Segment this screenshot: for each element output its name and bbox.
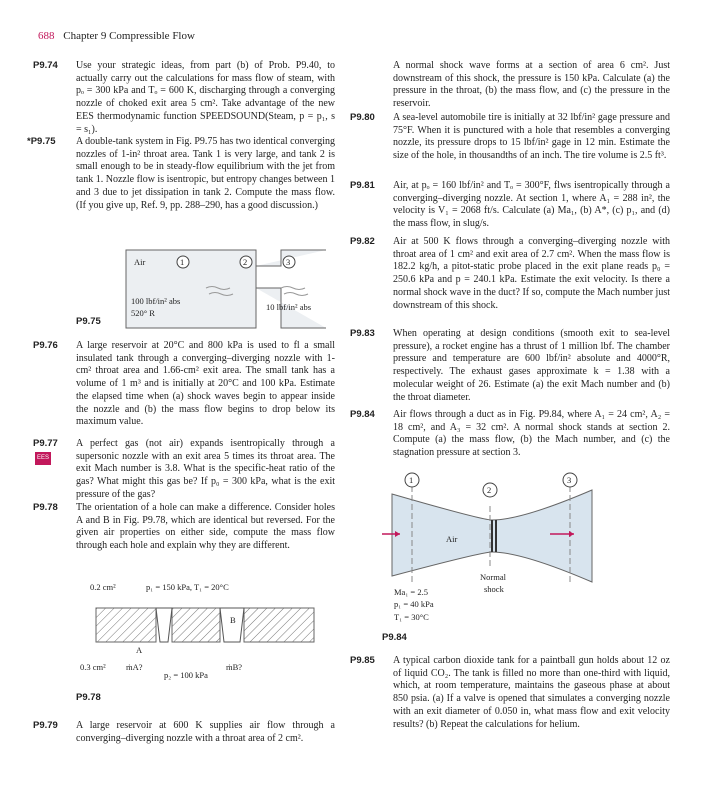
problem-p9-78 — [33, 502, 335, 553]
fig978-mass-a: ṁA? — [126, 662, 143, 672]
fig975-station-3: 3 — [286, 257, 291, 267]
fig975-station-1: 1 — [180, 257, 185, 267]
page-number: 688 — [38, 30, 55, 42]
problem-text: When operating at design conditions (smooth exit to sea-level pressure), a rocket engine has a thrust of 1 million lbf. The chamber pressure and temperature are 600 lbf/in² absolute and 4000°R, respectively. The exhaust gases approximate k = 1.38 with a molecular weight of 26. Estimate (a) the exit Mach number and (b) the throat diameter. — [393, 328, 670, 403]
problem-number: P9.77 — [33, 438, 58, 449]
fig975-p-left: 100 lbf/in² abs — [131, 296, 181, 306]
figure-p9-75 — [76, 248, 336, 333]
problem-p9-82 — [350, 236, 670, 312]
problem-number: P9.78 — [33, 502, 58, 513]
problem-p9-79 — [33, 720, 335, 745]
problem-text: A sea-level automobile tire is initially at 32 lbf/in² gage pressure and 75°F. When it is punctured with a hole that resembles a converging nozzle, its pressure drops to 15 lbf/in² gage in 12 min. Estimate the size of the hole, in thousandths of an inch. The tire volume is 2.5 ft³. — [393, 112, 670, 162]
problem-number: P9.85 — [350, 655, 375, 666]
fig978-hole-b: B — [230, 615, 236, 625]
problem-text: A perfect gas (not air) expands isentropically through a supersonic nozzle with an exit area 5 times its throat area. The exit Mach number is 3.8. What is the specific-heat ratio of the gas? What might this gas be? If p₀ = 300 kPa, what is the exit pressure of the gas? — [76, 438, 335, 500]
fig984-air: Air — [446, 534, 458, 544]
fig984-station-3: 3 — [567, 475, 572, 485]
fig984-shock-1: Normal — [480, 572, 506, 582]
fig984-p1: p₁ = 40 kPa — [394, 599, 434, 609]
problem-p9-83 — [350, 328, 670, 404]
problem-text: A large reservoir at 20°C and 800 kPa is used to fl a small insulated tank through a converging–diverging nozzle with 1-cm² throat area and 1.66-cm² exit area. The small tank has a volume of 1 m³ and is initially at 20°C and 100 kPa. Estimate the elapsed time when (a) shock waves begin to appear inside the nozzle and (b) the mass flow begins to drop below its maximum value. — [76, 340, 335, 428]
page-header — [38, 30, 195, 42]
figure-label-p9-75: P9.75 — [76, 316, 101, 327]
problem-text: A typical carbon dioxide tank for a paintball gun holds about 12 oz of liquid CO₂. The tank is filled no more than one-third with liquid, which, at room temperature, maintains the gaseous phase at about 850 psia. (a) If a valve is opened that simulates a converging nozzle with an exit diameter of 0.050 in, what mass flow and exit velocity results? (b) Repeat the calculations for helium. — [393, 655, 670, 730]
problem-number: P9.76 — [33, 340, 58, 351]
fig978-hole-a: A — [136, 645, 143, 655]
fig978-mass-b: ṁB? — [226, 662, 243, 672]
problem-p9-75 — [27, 136, 335, 212]
figure-label-p9-84: P9.84 — [382, 632, 407, 643]
problem-p9-80 — [350, 112, 670, 163]
figure-label-p9-78: P9.78 — [76, 692, 101, 703]
problem-number: P9.74 — [33, 60, 58, 71]
fig984-station-2: 2 — [487, 485, 492, 495]
problem-text: The orientation of a hole can make a difference. Consider holes A and B in Fig. P9.78, which are identical but reversed. For the given air properties on either side, compute the mass flow through each hole and explain why they are different. — [76, 502, 335, 552]
problem-number: P9.82 — [350, 236, 375, 247]
problem-number: P9.83 — [350, 328, 375, 339]
problem-number: P9.84 — [350, 409, 375, 420]
problem-p9-76 — [33, 340, 335, 429]
fig978-p2: p₂ = 100 kPa — [164, 670, 208, 680]
problem-number: P9.81 — [350, 180, 375, 191]
fig978-area-bottom: 0.3 cm² — [80, 662, 106, 672]
fig978-area-top: 0.2 cm² — [90, 582, 116, 592]
chapter-title: Chapter 9 Compressible Flow — [63, 30, 195, 42]
problem-number: *P9.75 — [27, 136, 56, 147]
problem-p9-74 — [33, 60, 335, 136]
problem-text: Use your strategic ideas, from part (b) of Prob. P9.40, to actually carry out the calculations for mass flow of steam, with pₒ = 300 kPa and Tₒ = 600 K, discharging through a converging nozzle of choked exit area 5 cm². Take advantage of the new EES thermodynamic function SPEEDSOUND(Steam, p = p₁, s = s₁). — [76, 60, 335, 135]
fig975-p-right: 10 lbf/in² abs — [266, 302, 312, 312]
figure-p9-78 — [76, 578, 336, 688]
fig975-air: Air — [134, 257, 146, 267]
fig984-station-1: 1 — [409, 475, 414, 485]
fig984-ma1: Ma₁ = 2.5 — [394, 587, 428, 597]
problem-text: Air at 500 K flows through a converging–diverging nozzle with throat area of 1 cm² and exit area of 2.7 cm². When the mass flow is 182.2 kg/h, a pitot-static probe placed in the exit plane reads p₀ = 250.6 kPa and p = 240.1 kPa. Estimate the exit velocity. Is there a normal shock wave in the duct? If so, compute the Mach number just downstream of this shock. — [393, 236, 670, 311]
problem-p9-85 — [350, 655, 670, 731]
problem-p9-81 — [350, 180, 670, 231]
figure-p9-84 — [382, 472, 602, 622]
problem-p9-77 — [33, 438, 335, 502]
fig984-shock-2: shock — [484, 584, 504, 594]
fig984-t1: T₁ = 30°C — [394, 612, 429, 622]
problem-p9-79-continued — [350, 60, 670, 111]
problem-text: Air flows through a duct as in Fig. P9.84, where A₁ = 24 cm², A₂ = 18 cm², and A₃ = 32 cm². A normal shock stands at section 2. Compute (a) the mass flow, (b) the Mach number, and (c) the stagnation pressure at section 3. — [393, 409, 670, 459]
problem-text: A large reservoir at 600 K supplies air flow through a converging–diverging nozzle with a throat area of 2 cm². — [76, 720, 335, 744]
problem-number: P9.80 — [350, 112, 375, 123]
fig975-station-2: 2 — [243, 257, 248, 267]
fig975-t-left: 520° R — [131, 308, 155, 318]
problem-p9-84 — [350, 409, 670, 460]
problem-number: P9.79 — [33, 720, 58, 731]
problem-text: A normal shock wave forms at a section of area 6 cm². Just downstream of this shock, the pressure is 150 kPa. Calculate (a) the pressure in the throat, (b) the mass flow, and (c) the pressure in the reservoir. — [393, 60, 670, 110]
problem-text: A double-tank system in Fig. P9.75 has two identical converging nozzles of 1-in² throat area. Tank 1 is very large, and tank 2 is small enough to be in steady-flow equilibrium with the jet from tank 1. Nozzle flow is isentropic, but entropy changes between 1 and 3 due to jet dissipation in tank 2. Compute the mass flow. (If you give up, Ref. 9, pp. 288–290, has a good discussion.) — [76, 136, 335, 211]
problem-text: Air, at pₒ = 160 lbf/in² and Tₒ = 300°F, flws isentropically through a converging–diverging nozzle. At section 1, where A₁ = 288 in², the velocity is V₁ = 2068 ft/s. Calculate (a) Ma₁, (b) A*, (c) p₁, and (d) the mass flow, in slug/s. — [393, 180, 670, 230]
ees-badge: EES — [35, 452, 51, 465]
fig978-cond-top: p₁ = 150 kPa, T₁ = 20°C — [146, 582, 229, 592]
